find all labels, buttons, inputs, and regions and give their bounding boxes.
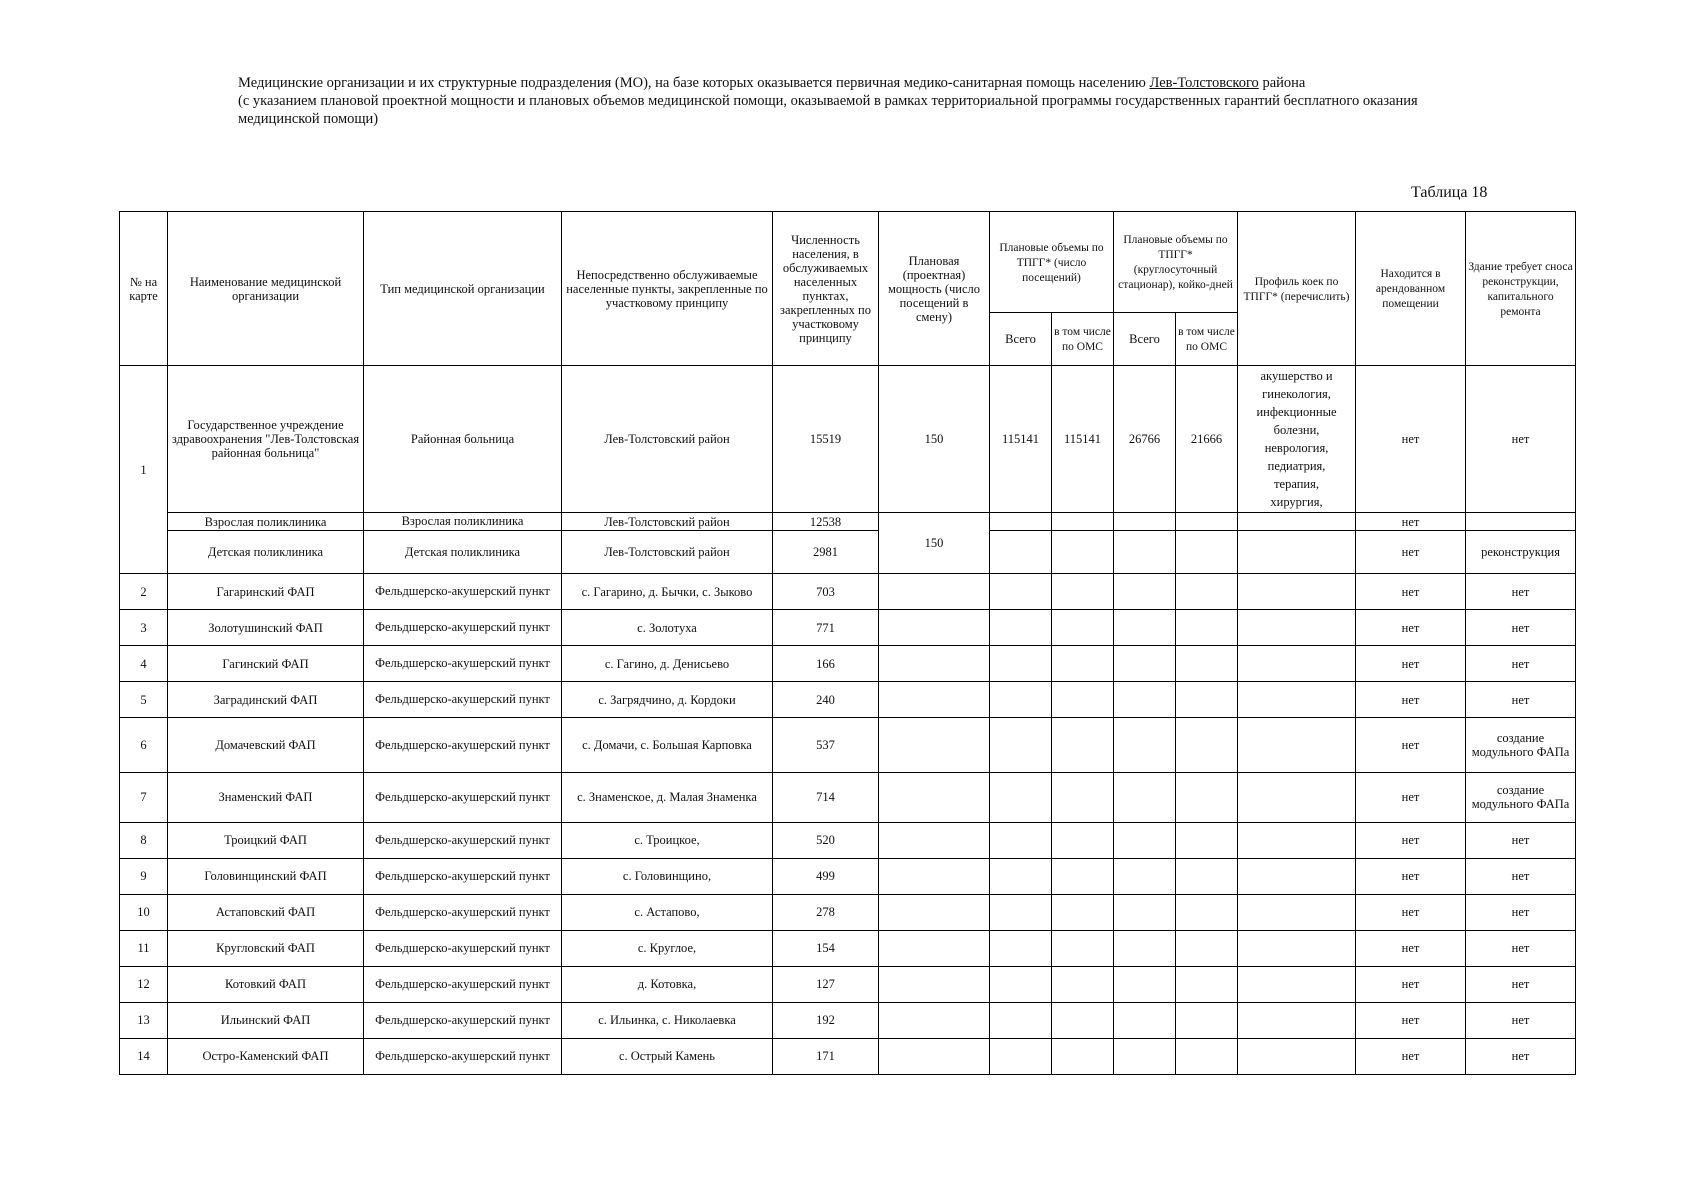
cell-org-type: Фельдшерско-акушерский пункт [364, 966, 562, 1002]
cell-bed-profile [1238, 513, 1356, 531]
cell-beds-oms [1176, 1038, 1238, 1074]
cell-capacity [879, 718, 990, 772]
cell-bed-profile [1238, 894, 1356, 930]
cell-visits-oms [1052, 930, 1114, 966]
cell-settlements: с. Знаменское, д. Малая Знаменка [562, 772, 773, 822]
table-row [120, 646, 1576, 682]
cell-org-type: Фельдшерско-акушерский пункт [364, 772, 562, 822]
cell-settlements: с. Троицкое, [562, 822, 773, 858]
cell-org-type: Взрослая поликлиника [364, 513, 562, 531]
cell-beds-total [1114, 966, 1176, 1002]
table-header [120, 212, 1576, 366]
cell-visits-oms [1052, 574, 1114, 610]
cell-num: 9 [120, 858, 168, 894]
table-number-label: Таблица 18 [1411, 184, 1488, 201]
visits-group-text: Плановые объемы по ТПГГ* (число посещений) [999, 241, 1104, 284]
cell-population: 127 [773, 966, 879, 1002]
cell-rented: нет [1356, 531, 1466, 574]
cell-capacity [879, 610, 990, 646]
cell-population: 537 [773, 718, 879, 772]
cell-rented: нет [1356, 1038, 1466, 1074]
cell-building: нет [1466, 682, 1576, 718]
cell-org-name: Астаповский ФАП [168, 894, 364, 930]
cell-rented: нет [1356, 610, 1466, 646]
cell-visits-total [990, 531, 1052, 574]
cell-bed-profile [1238, 772, 1356, 822]
cell-beds-total [1114, 574, 1176, 610]
table-row [120, 966, 1576, 1002]
col-beds-oms-header [1176, 313, 1238, 366]
cell-visits-total [990, 966, 1052, 1002]
cell-beds-oms [1176, 930, 1238, 966]
col-population-header: Численность населения, в обслуживаемых населенных пунктах, закрепленных по участковому принципу [773, 212, 879, 366]
cell-capacity [879, 822, 990, 858]
cell-visits-oms: 115141 [1052, 366, 1114, 513]
cell-beds-total [1114, 772, 1176, 822]
cell-settlements: с. Острый Камень [562, 1038, 773, 1074]
cell-population: 703 [773, 574, 879, 610]
cell-rented: нет [1356, 1002, 1466, 1038]
cell-visits-oms [1052, 718, 1114, 772]
cell-visits-oms [1052, 772, 1114, 822]
cell-beds-oms [1176, 718, 1238, 772]
cell-building: создание модульного ФАПа [1466, 772, 1576, 822]
table-row [120, 574, 1576, 610]
cell-capacity [879, 772, 990, 822]
cell-org-name: Котовкий ФАП [168, 966, 364, 1002]
cell-org-type: Фельдшерско-акушерский пункт [364, 682, 562, 718]
cell-org-type: Фельдшерско-акушерский пункт [364, 610, 562, 646]
cell-building: нет [1466, 930, 1576, 966]
cell-building: реконструкция [1466, 531, 1576, 574]
cell-settlements: с. Золотуха [562, 610, 773, 646]
cell-population: 2981 [773, 531, 879, 574]
cell-rented: нет [1356, 718, 1466, 772]
cell-settlements: с. Домачи, с. Большая Карповка [562, 718, 773, 772]
cell-capacity [879, 574, 990, 610]
cell-org-name: Ильинский ФАП [168, 1002, 364, 1038]
cell-visits-total [990, 513, 1052, 531]
cell-population: 771 [773, 610, 879, 646]
cell-visits-oms [1052, 894, 1114, 930]
cell-settlements: с. Головинщино, [562, 858, 773, 894]
cell-beds-oms: 21666 [1176, 366, 1238, 513]
cell-num: 14 [120, 1038, 168, 1074]
table-row [120, 858, 1576, 894]
cell-org-type: Фельдшерско-акушерский пункт [364, 1002, 562, 1038]
cell-population: 240 [773, 682, 879, 718]
cell-settlements: с. Круглое, [562, 930, 773, 966]
cell-visits-total [990, 1038, 1052, 1074]
col-rented-header [1356, 212, 1466, 366]
cell-bed-profile [1238, 682, 1356, 718]
bed-profile-text: акушерство и гинекология, инфекционные болезни, неврология, педиатрия, терапия, хирургия, [1256, 369, 1337, 510]
cell-org-name: Государственное учреждение здравоохранения "Лев-Толстовская районная больница" [168, 366, 364, 513]
cell-visits-total [990, 772, 1052, 822]
col-visits-group-header [990, 212, 1114, 313]
cell-capacity [879, 930, 990, 966]
cell-building: нет [1466, 858, 1576, 894]
cell-beds-total: 26766 [1114, 366, 1176, 513]
cell-beds-oms [1176, 646, 1238, 682]
cell-settlements: с. Гагарино, д. Бычки, с. Зыково [562, 574, 773, 610]
cell-org-name: Детская поликлиника [168, 531, 364, 574]
cell-building: нет [1466, 822, 1576, 858]
cell-population: 192 [773, 1002, 879, 1038]
cell-num: 8 [120, 822, 168, 858]
cell-visits-total [990, 574, 1052, 610]
table-row [120, 1038, 1576, 1074]
cell-rented: нет [1356, 772, 1466, 822]
heading-line-2: (с указанием плановой проектной мощности и плановых объемов медицинской помощи, оказываемой в рамках территориальной программы государственных гарантий бесплатного оказания медицинской помощи) [238, 93, 1418, 127]
cell-beds-oms [1176, 610, 1238, 646]
cell-bed-profile [1238, 718, 1356, 772]
cell-org-type: Фельдшерско-акушерский пункт [364, 1038, 562, 1074]
cell-org-name: Взрослая поликлиника [168, 513, 364, 531]
cell-org-name: Знаменский ФАП [168, 772, 364, 822]
cell-building: нет [1466, 610, 1576, 646]
document-heading [238, 74, 1478, 128]
cell-building: нет [1466, 966, 1576, 1002]
cell-visits-total [990, 894, 1052, 930]
cell-bed-profile [1238, 366, 1356, 513]
col-num-header: № на карте [120, 212, 168, 366]
cell-population: 12538 [773, 513, 879, 531]
cell-org-type: Фельдшерско-акушерский пункт [364, 574, 562, 610]
cell-beds-oms [1176, 822, 1238, 858]
cell-visits-total: 115141 [990, 366, 1052, 513]
cell-building: нет [1466, 574, 1576, 610]
cell-beds-oms [1176, 858, 1238, 894]
cell-org-type: Детская поликлиника [364, 531, 562, 574]
cell-building: нет [1466, 894, 1576, 930]
table-row-adult-clinic [120, 513, 1576, 531]
cell-settlements: с. Загрядчино, д. Кордоки [562, 682, 773, 718]
table-row [120, 610, 1576, 646]
cell-org-name: Головинщинский ФАП [168, 858, 364, 894]
cell-beds-total [1114, 610, 1176, 646]
cell-visits-total [990, 610, 1052, 646]
cell-building: нет [1466, 366, 1576, 513]
profile-header-text: Профиль коек по ТПГГ* (перечислить) [1243, 275, 1350, 303]
cell-settlements: Лев-Толстовский район [562, 531, 773, 574]
cell-building: нет [1466, 646, 1576, 682]
cell-population: 15519 [773, 366, 879, 513]
cell-capacity: 150 [879, 513, 990, 574]
cell-beds-oms [1176, 966, 1238, 1002]
cell-visits-oms [1052, 610, 1114, 646]
cell-bed-profile [1238, 531, 1356, 574]
cell-beds-total [1114, 718, 1176, 772]
col-building-header [1466, 212, 1576, 366]
table-row [120, 1002, 1576, 1038]
cell-visits-oms [1052, 822, 1114, 858]
cell-beds-total [1114, 1002, 1176, 1038]
cell-num: 1 [120, 366, 168, 574]
cell-org-type: Фельдшерско-акушерский пункт [364, 646, 562, 682]
cell-population: 520 [773, 822, 879, 858]
cell-capacity [879, 894, 990, 930]
table-body [120, 366, 1576, 574]
cell-visits-oms [1052, 966, 1114, 1002]
cell-beds-oms [1176, 1002, 1238, 1038]
cell-building: создание модульного ФАПа [1466, 718, 1576, 772]
col-visits-total-header: Всего [990, 313, 1052, 366]
cell-visits-total [990, 646, 1052, 682]
cell-org-type: Районная больница [364, 366, 562, 513]
heading-suffix: района [1262, 75, 1306, 91]
col-settlements-header: Непосредственно обслуживаемые населенные пункты, закрепленные по участковому принципу [562, 212, 773, 366]
cell-rented: нет [1356, 822, 1466, 858]
cell-org-name: Гагаринский ФАП [168, 574, 364, 610]
cell-org-name: Золотушинский ФАП [168, 610, 364, 646]
table-row [120, 772, 1576, 822]
cell-bed-profile [1238, 646, 1356, 682]
cell-settlements: Лев-Толстовский район [562, 513, 773, 531]
cell-org-type: Фельдшерско-акушерский пункт [364, 822, 562, 858]
cell-org-type: Фельдшерско-акушерский пункт [364, 930, 562, 966]
cell-rented: нет [1356, 513, 1466, 531]
cell-visits-total [990, 1002, 1052, 1038]
cell-num: 5 [120, 682, 168, 718]
cell-bed-profile [1238, 858, 1356, 894]
col-name-header: Наименование медицинской организации [168, 212, 364, 366]
cell-org-name: Троицкий ФАП [168, 822, 364, 858]
fap-rows [120, 574, 1576, 1075]
heading-prefix: Медицинские организации и их структурные подразделения (МО), на базе которых оказывается первичная медико-санитарная помощь населению [238, 75, 1146, 91]
cell-rented: нет [1356, 930, 1466, 966]
cell-org-name: Домачевский ФАП [168, 718, 364, 772]
cell-num: 13 [120, 1002, 168, 1038]
col-type-header: Тип медицинской организации [364, 212, 562, 366]
cell-building: нет [1466, 1002, 1576, 1038]
cell-settlements: Лев-Толстовский район [562, 366, 773, 513]
organizations-table [119, 211, 1576, 1075]
cell-visits-oms [1052, 858, 1114, 894]
beds-oms-text: в том числе по ОМС [1178, 326, 1235, 353]
cell-num: 11 [120, 930, 168, 966]
cell-org-type: Фельдшерско-акушерский пункт [364, 858, 562, 894]
cell-beds-oms [1176, 513, 1238, 531]
cell-rented: нет [1356, 366, 1466, 513]
cell-capacity [879, 682, 990, 718]
cell-beds-oms [1176, 772, 1238, 822]
cell-visits-oms [1052, 513, 1114, 531]
cell-num: 3 [120, 610, 168, 646]
cell-visits-oms [1052, 531, 1114, 574]
cell-population: 166 [773, 646, 879, 682]
cell-rented: нет [1356, 646, 1466, 682]
heading-district: Лев-Толстовского [1149, 75, 1259, 91]
cell-rented: нет [1356, 966, 1466, 1002]
cell-visits-total [990, 858, 1052, 894]
cell-org-name: Гагинский ФАП [168, 646, 364, 682]
building-header-text: Здание требует сноса реконструкции, капитального ремонта [1468, 260, 1573, 318]
cell-population: 499 [773, 858, 879, 894]
table-row [120, 822, 1576, 858]
cell-beds-oms [1176, 682, 1238, 718]
table-row-main-org [120, 366, 1576, 513]
col-beds-total-header: Всего [1114, 313, 1176, 366]
cell-settlements: с. Ильинка, с. Николаевка [562, 1002, 773, 1038]
cell-beds-oms [1176, 574, 1238, 610]
cell-num: 7 [120, 772, 168, 822]
cell-building [1466, 513, 1576, 531]
rented-header-text: Находится в арендованном помещении [1375, 268, 1446, 310]
cell-rented: нет [1356, 682, 1466, 718]
cell-bed-profile [1238, 1038, 1356, 1074]
cell-population: 154 [773, 930, 879, 966]
cell-population: 278 [773, 894, 879, 930]
col-capacity-header: Плановая (проектная) мощность (число посещений в смену) [879, 212, 990, 366]
heading-line-1 [238, 74, 1478, 92]
cell-capacity [879, 1038, 990, 1074]
cell-beds-total [1114, 513, 1176, 531]
cell-num: 12 [120, 966, 168, 1002]
cell-bed-profile [1238, 610, 1356, 646]
cell-beds-oms [1176, 531, 1238, 574]
cell-capacity [879, 646, 990, 682]
cell-visits-oms [1052, 1002, 1114, 1038]
cell-bed-profile [1238, 1002, 1356, 1038]
cell-visits-oms [1052, 1038, 1114, 1074]
cell-capacity: 150 [879, 366, 990, 513]
cell-rented: нет [1356, 894, 1466, 930]
table-row [120, 682, 1576, 718]
table-row [120, 930, 1576, 966]
cell-beds-total [1114, 682, 1176, 718]
col-visits-oms-header [1052, 313, 1114, 366]
cell-org-name: Кругловский ФАП [168, 930, 364, 966]
cell-org-type: Фельдшерско-акушерский пункт [364, 718, 562, 772]
cell-beds-total [1114, 1038, 1176, 1074]
table-row [120, 718, 1576, 772]
cell-bed-profile [1238, 966, 1356, 1002]
cell-visits-total [990, 930, 1052, 966]
hospital-group-text: Плановые объемы по ТПГГ* (круглосуточный стационар), койко-дней [1118, 234, 1233, 291]
cell-capacity [879, 1002, 990, 1038]
cell-settlements: с. Астапово, [562, 894, 773, 930]
cell-visits-oms [1052, 682, 1114, 718]
cell-beds-total [1114, 646, 1176, 682]
table-row-child-clinic [120, 531, 1576, 574]
cell-org-type: Фельдшерско-акушерский пункт [364, 894, 562, 930]
cell-population: 714 [773, 772, 879, 822]
visits-oms-text: в том числе по ОМС [1054, 326, 1111, 353]
cell-capacity [879, 966, 990, 1002]
cell-population: 171 [773, 1038, 879, 1074]
cell-bed-profile [1238, 574, 1356, 610]
cell-settlements: д. Котовка, [562, 966, 773, 1002]
cell-num: 6 [120, 718, 168, 772]
cell-visits-total [990, 822, 1052, 858]
cell-beds-oms [1176, 894, 1238, 930]
cell-num: 2 [120, 574, 168, 610]
cell-rented: нет [1356, 858, 1466, 894]
cell-visits-total [990, 682, 1052, 718]
cell-num: 4 [120, 646, 168, 682]
col-profile-header [1238, 212, 1356, 366]
cell-beds-total [1114, 894, 1176, 930]
cell-beds-total [1114, 531, 1176, 574]
col-hospital-group-header [1114, 212, 1238, 313]
cell-visits-total [990, 718, 1052, 772]
cell-bed-profile [1238, 822, 1356, 858]
cell-capacity [879, 858, 990, 894]
cell-beds-total [1114, 822, 1176, 858]
cell-beds-total [1114, 930, 1176, 966]
cell-rented: нет [1356, 574, 1466, 610]
cell-org-name: Остро-Каменский ФАП [168, 1038, 364, 1074]
cell-visits-oms [1052, 646, 1114, 682]
cell-beds-total [1114, 858, 1176, 894]
cell-building: нет [1466, 1038, 1576, 1074]
cell-num: 10 [120, 894, 168, 930]
cell-bed-profile [1238, 930, 1356, 966]
table-row [120, 894, 1576, 930]
cell-org-name: Заградинский ФАП [168, 682, 364, 718]
cell-settlements: с. Гагино, д. Денисьево [562, 646, 773, 682]
